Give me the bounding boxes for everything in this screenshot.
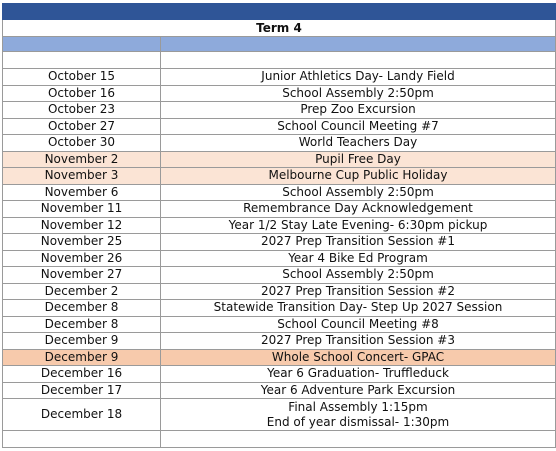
title-row: [3, 20, 556, 37]
calendar-sheet: [2, 3, 555, 448]
event-description-line: Melbourne Cup Public Holiday: [268, 168, 448, 183]
subheader-date-cell: [3, 37, 161, 52]
event-row: [3, 102, 556, 119]
event-row: [3, 85, 556, 102]
event-date: December 8: [3, 300, 161, 317]
blank-cell: [161, 431, 556, 448]
event-description-line: Year 6 Adventure Park Excursion: [260, 382, 456, 397]
event-row: [3, 135, 556, 152]
event-row: [3, 201, 556, 218]
event-description: [161, 102, 556, 119]
event-row: [3, 382, 556, 399]
event-description-line: Year 6 Graduation- Truffleduck: [267, 366, 449, 381]
event-description-line: 2027 Prep Transition Session #2: [261, 283, 455, 298]
event-row: [3, 349, 556, 366]
event-date: December 2: [3, 283, 161, 300]
event-date: November 3: [3, 168, 161, 185]
event-description: [161, 69, 556, 86]
event-date: October 23: [3, 102, 161, 119]
event-description: [161, 168, 556, 185]
event-description-line: School Council Meeting #7: [277, 118, 439, 133]
event-row: [3, 184, 556, 201]
event-description-line: Junior Athletics Day- Landy Field: [261, 69, 455, 84]
event-row: [3, 69, 556, 86]
event-date: November 25: [3, 234, 161, 251]
header-band-cell: [3, 4, 556, 20]
event-row: [3, 300, 556, 317]
event-description: [161, 184, 556, 201]
event-description: [161, 201, 556, 218]
event-description: [161, 366, 556, 383]
event-description-line: Whole School Concert- GPAC: [271, 349, 445, 364]
event-date: December 18: [3, 399, 161, 431]
event-date: November 27: [3, 267, 161, 284]
event-description: [161, 267, 556, 284]
event-date: December 17: [3, 382, 161, 399]
event-description-line: School Assembly 2:50pm: [282, 267, 434, 282]
event-description: [161, 151, 556, 168]
event-description: [161, 349, 556, 366]
event-description-line: World Teachers Day: [298, 135, 418, 150]
event-date: November 6: [3, 184, 161, 201]
blank-row-bottom: [3, 431, 556, 448]
event-description-line: Year 4 Bike Ed Program: [288, 250, 428, 265]
event-description: [161, 300, 556, 317]
event-description: [161, 382, 556, 399]
event-description-line: School Council Meeting #8: [277, 316, 439, 331]
event-date: November 11: [3, 201, 161, 218]
event-row: [3, 399, 556, 431]
event-description-line: Pupil Free Day: [315, 151, 401, 166]
event-description: [161, 118, 556, 135]
event-row: [3, 168, 556, 185]
event-row: [3, 366, 556, 383]
event-description: [161, 217, 556, 234]
event-description-line: Final Assembly 1:15pm: [288, 399, 428, 414]
subheader-event-cell: [161, 37, 556, 52]
event-date: November 12: [3, 217, 161, 234]
event-description-line: Statewide Transition Day- Step Up 2027 Session: [213, 300, 503, 315]
event-row: [3, 234, 556, 251]
event-date: October 30: [3, 135, 161, 152]
blank-cell: [3, 52, 161, 69]
event-description: [161, 316, 556, 333]
event-description: [161, 135, 556, 152]
event-row: [3, 316, 556, 333]
event-row: [3, 151, 556, 168]
event-row: [3, 250, 556, 267]
event-description-line: Remembrance Day Acknowledgement: [243, 201, 473, 216]
term-calendar-table: [2, 3, 556, 448]
event-row: [3, 267, 556, 284]
blank-cell: [161, 52, 556, 69]
event-date: November 26: [3, 250, 161, 267]
event-date: October 16: [3, 85, 161, 102]
event-date: December 16: [3, 366, 161, 383]
event-date: November 2: [3, 151, 161, 168]
event-description: [161, 85, 556, 102]
event-description: [161, 333, 556, 350]
event-description-line: School Assembly 2:50pm: [282, 85, 434, 100]
header-band-row: [3, 4, 556, 20]
event-description-line: 2027 Prep Transition Session #3: [261, 333, 455, 348]
event-date: December 9: [3, 333, 161, 350]
blank-cell: [3, 431, 161, 448]
term-title: Term 4: [3, 20, 556, 37]
event-date: December 9: [3, 349, 161, 366]
blank-row-top: [3, 52, 556, 69]
event-description-line: School Assembly 2:50pm: [282, 184, 434, 199]
event-description-line: End of year dismissal- 1:30pm: [266, 414, 450, 429]
subheader-band-row: [3, 37, 556, 52]
event-description: [161, 234, 556, 251]
event-description: [161, 283, 556, 300]
event-row: [3, 333, 556, 350]
event-row: [3, 283, 556, 300]
event-date: October 27: [3, 118, 161, 135]
event-row: [3, 118, 556, 135]
event-description: [161, 399, 556, 431]
event-description-line: 2027 Prep Transition Session #1: [261, 234, 455, 249]
event-description-line: Year 1/2 Stay Late Evening- 6:30pm pickup: [228, 217, 488, 232]
event-row: [3, 217, 556, 234]
event-description: [161, 250, 556, 267]
event-date: December 8: [3, 316, 161, 333]
event-description-line: Prep Zoo Excursion: [300, 102, 416, 117]
event-date: October 15: [3, 69, 161, 86]
